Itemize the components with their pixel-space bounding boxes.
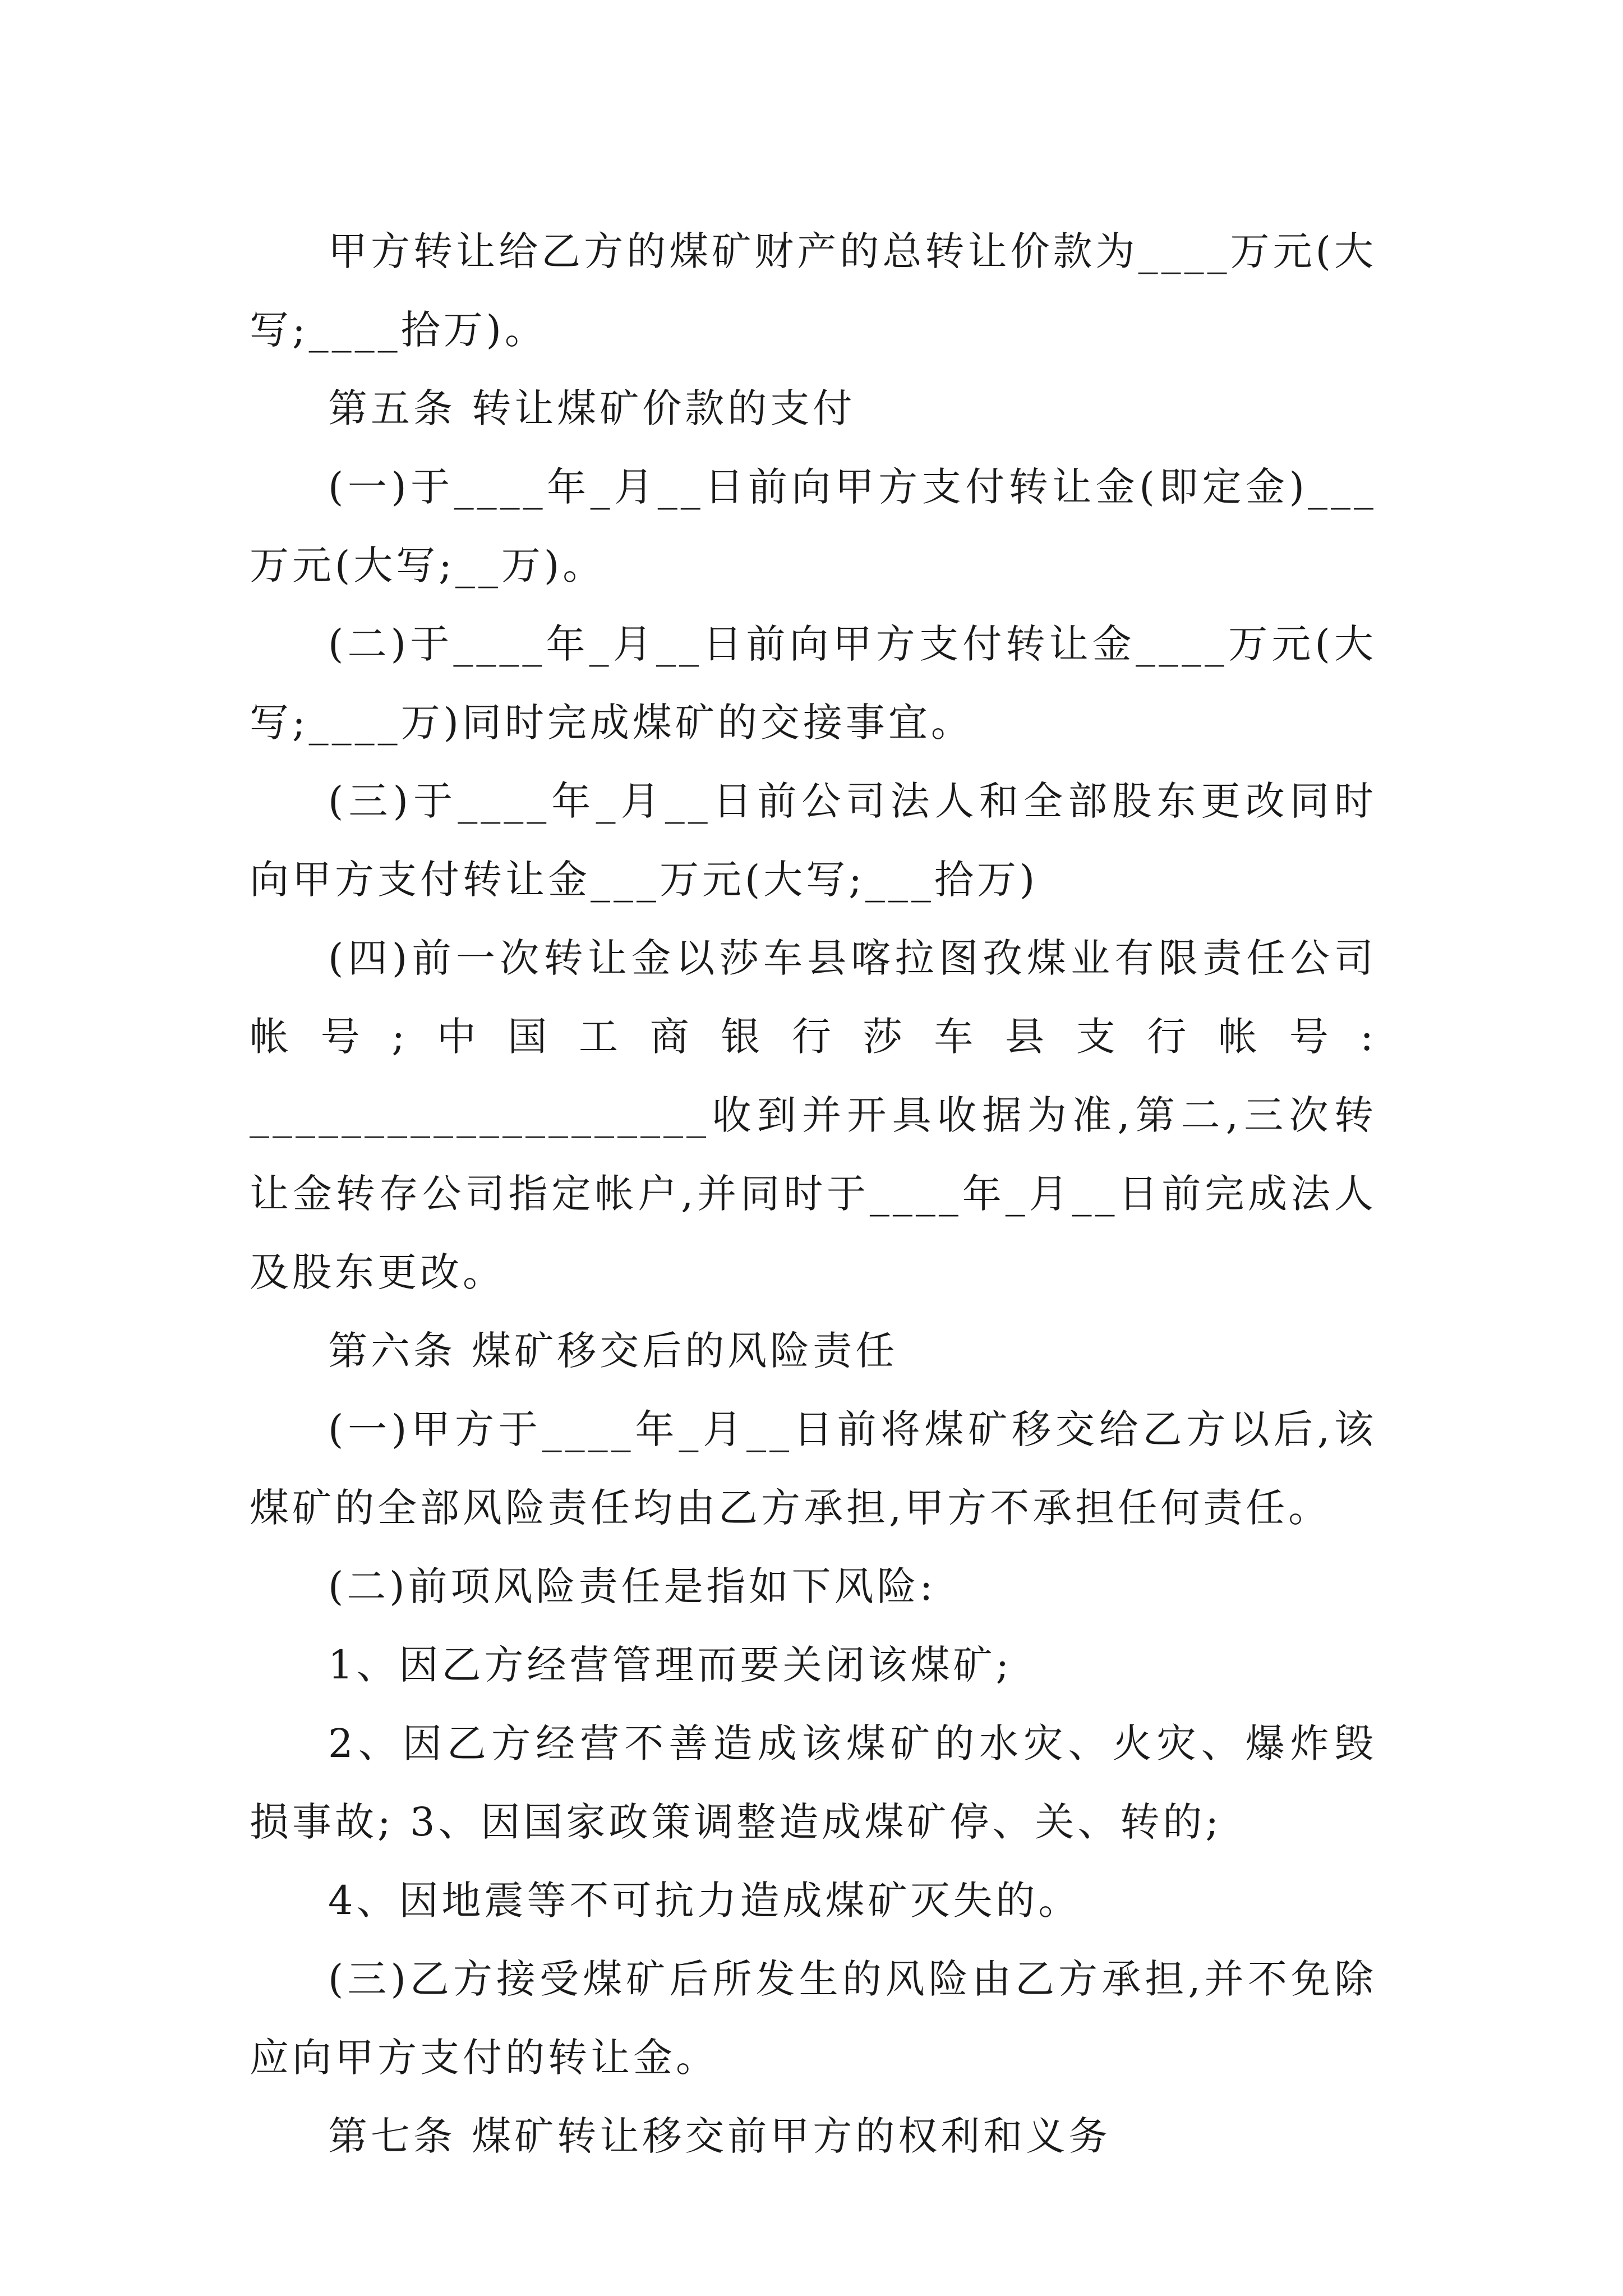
heading-article-6: 第六条 煤矿移交后的风险责任: [328, 1328, 898, 1374]
paragraph-payment-2: (二)于____年_月__日前向甲方支付转让金____万元(大写;____万)同时完成煤矿的交接事宜。: [250, 621, 1377, 746]
list-item-risk-2-3: 2、因乙方经营不善造成该煤矿的水灾、火灾、爆炸毁损事故; 3、因国家政策调整造成煤矿停、关、转的;: [250, 1720, 1377, 1845]
document-body: [250, 212, 1393, 2175]
paragraph-risk-2: (二)前项风险责任是指如下风险:: [328, 1563, 937, 1609]
list-item-risk-1: 1、因乙方经营管理而要关闭该煤矿;: [328, 1642, 1013, 1688]
paragraph-risk-1: (一)甲方于____年_月__日前将煤矿移交给乙方以后,该煤矿的全部风险责任均由乙方承担,甲方不承担任何责任。: [250, 1406, 1377, 1531]
paragraph-total-price: 甲方转让给乙方的煤矿财产的总转让价款为____万元(大写;____拾万)。: [250, 228, 1377, 353]
paragraph-risk-3: (三)乙方接受煤矿后所发生的风险由乙方承担,并不免除应向甲方支付的转让金。: [250, 1956, 1377, 2081]
list-item-risk-4: 4、因地震等不可抗力造成煤矿灭失的。: [328, 1878, 1081, 1924]
heading-article-5: 第五条 转让煤矿价款的支付: [328, 385, 856, 431]
paragraph-payment-1: (一)于____年_月__日前向甲方支付转让金(即定金)___万元(大写;__万)。: [250, 464, 1377, 588]
paragraph-payment-4: (四)前一次转让金以莎车县喀拉图孜煤业有限责任公司帐号;中国工商银行莎车县支行帐号: ____________________收到并开具收据为准,第二,三次转让金转存公司指定帐户,并同时于____年_月__日前完成法人及股东更改。: [250, 935, 1393, 1295]
paragraph-payment-3: (三)于____年_月__日前公司法人和全部股东更改同时向甲方支付转让金___万元(大写;___拾万): [250, 778, 1377, 903]
heading-article-7: 第七条 煤矿转让移交前甲方的权利和义务: [328, 2113, 1112, 2159]
